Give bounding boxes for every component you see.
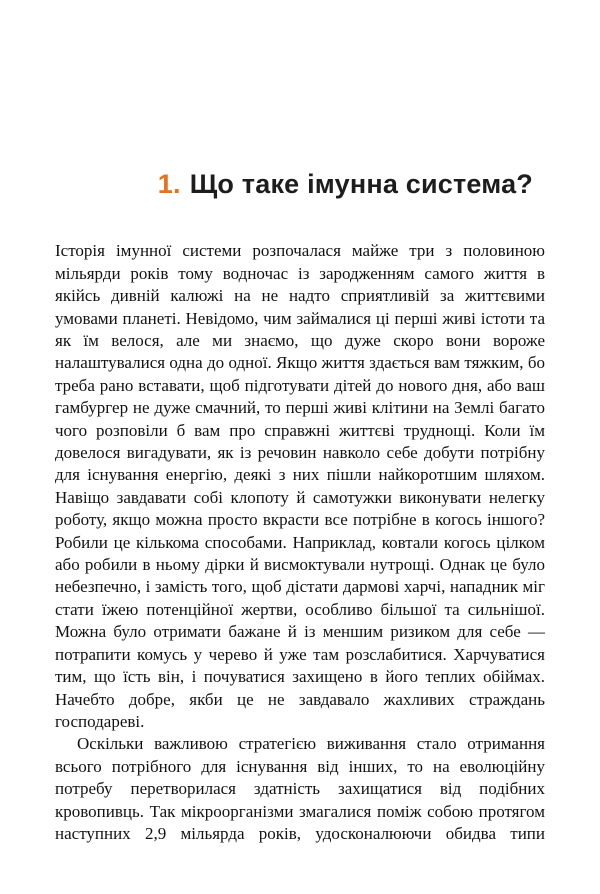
chapter-title-text: Що таке імунна система? bbox=[189, 169, 533, 199]
paragraph-2: Оскільки важливою стратегією виживання стало отримання всього потрібного для існування від інших, то на еволюційну потребу перетворилася здатність захищатися від подібних кровопивць. Так мікроорганізми змагалися поміж собою протягом наступних 2,9 мільярда років, удосконалюючи обидва типи bbox=[55, 734, 545, 843]
chapter-number: 1. bbox=[157, 169, 181, 199]
chapter-title bbox=[55, 168, 533, 200]
body-text bbox=[55, 240, 545, 845]
paragraph-1: Історія імунної системи розпочалася майже три з половиною мільярди років тому водночас із зародженням самого життя в якійсь дивній калюжі на не надто сприятливій за життєвими умовами планеті. Невідомо, чим займалися ці перші живі істоти та як їм велося, але ми знаємо, що дуже скоро вони вороже налаштувалися одна до одної. Якщо життя здається вам тяжким, бо треба рано вставати, щоб підготувати дітей до нового дня, або ваш гамбургер не дуже смачний, то перші живі клітини на Землі багато чого розповіли б вам про справжні життєві труднощі. Коли їм довелося вигадувати, як із речовин навколо себе добути потрібну для існування енергію, деякі з них пішли найкоротшим шляхом. Навіщо завдавати собі клопоту й самотужки виконувати нелегку роботу, якщо можна просто вкрасти все потрібне в когось іншого? Робили це кількома способами. Наприклад, ковтали когось цілком або робили в ньому дірки й висмоктували нутрощі. Однак це було небезпечно, і замість того, щоб дістати дармові харчі, нападник міг стати їжею потенційної жертви, особливо більшої та сильнішої. Можна було отримати бажане й із меншим ризиком для себе — потрапити комусь у черево й уже там розслабитися. Харчуватися тим, що їсть він, і почуватися захищено в його теплих обіймах. Начебто добре, якби це не завдавало жахливих страждань господареві. bbox=[55, 241, 545, 731]
